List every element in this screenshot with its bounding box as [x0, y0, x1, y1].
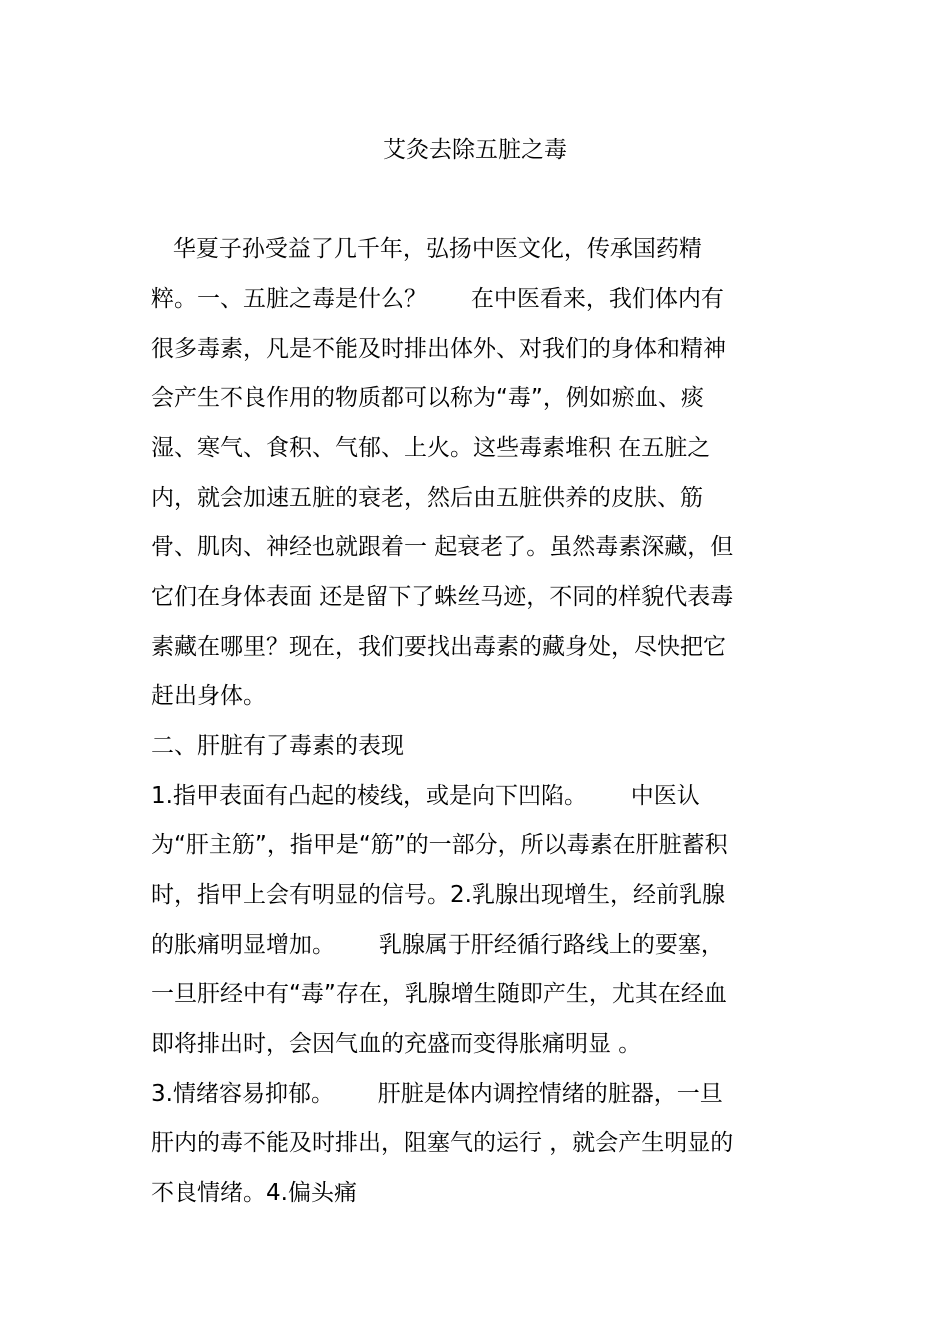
- section-heading: 二、肝脏有了毒素的表现: [151, 733, 404, 759]
- body-line: 时，指甲上会有明显的信号。2.乳腺出现增生，经前乳腺: [151, 882, 725, 908]
- body-line: 内，就会加速五脏的衰老，然后由五脏供养的皮肤、筋: [151, 485, 703, 511]
- body-line: 为“肝主筋”，指甲是“筋”的一部分，所以毒素在肝脏蓄积: [151, 832, 728, 858]
- body-line: 会产生不良作用的物质都可以称为“毒”，例如瘀血、痰: [151, 385, 704, 411]
- body-line: 很多毒素，凡是不能及时排出体外、对我们的身体和精神: [151, 336, 726, 362]
- body-line: 湿、寒气、食积、气郁、上火。这些毒素堆积 在五脏之: [151, 435, 711, 461]
- body-line: 不良情绪。4.偏头痛: [151, 1180, 357, 1206]
- body-line: 素藏在哪里？现在，我们要找出毒素的藏身处，尽快把它: [151, 634, 726, 660]
- body-line: 华夏子孙受益了几千年，弘扬中医文化，传承国药精: [151, 236, 702, 262]
- body-line: 赶出身体。: [151, 683, 266, 709]
- body-line: 1.指甲表面有凸起的棱线，或是向下凹陷。 中医认: [151, 783, 700, 809]
- body-line: 肝内的毒不能及时排出，阻塞气的运行 ，就会产生明显的: [151, 1130, 734, 1156]
- body-line: 的胀痛明显增加。 乳腺属于肝经循行路线上的要塞，: [151, 932, 724, 958]
- body-line: 即将排出时，会因气血的充盛而变得胀痛明显 。: [151, 1031, 642, 1057]
- body-line: 粹。一、五脏之毒是什么？ 在中医看来，我们体内有: [151, 286, 724, 312]
- body-line: 3.情绪容易抑郁。 肝脏是体内调控情绪的脏器，一旦: [151, 1081, 723, 1107]
- body-line: 它们在身体表面 还是留下了蛛丝马迹，不同的样貌代表毒: [151, 584, 734, 610]
- body-line: 一旦肝经中有“毒”存在，乳腺增生随即产生，尤其在经血: [151, 981, 727, 1007]
- document-title: 艾灸去除五脏之毒: [383, 137, 567, 163]
- body-line: 骨、肌肉、神经也就跟着一 起衰老了。虽然毒素深藏，但: [151, 534, 734, 560]
